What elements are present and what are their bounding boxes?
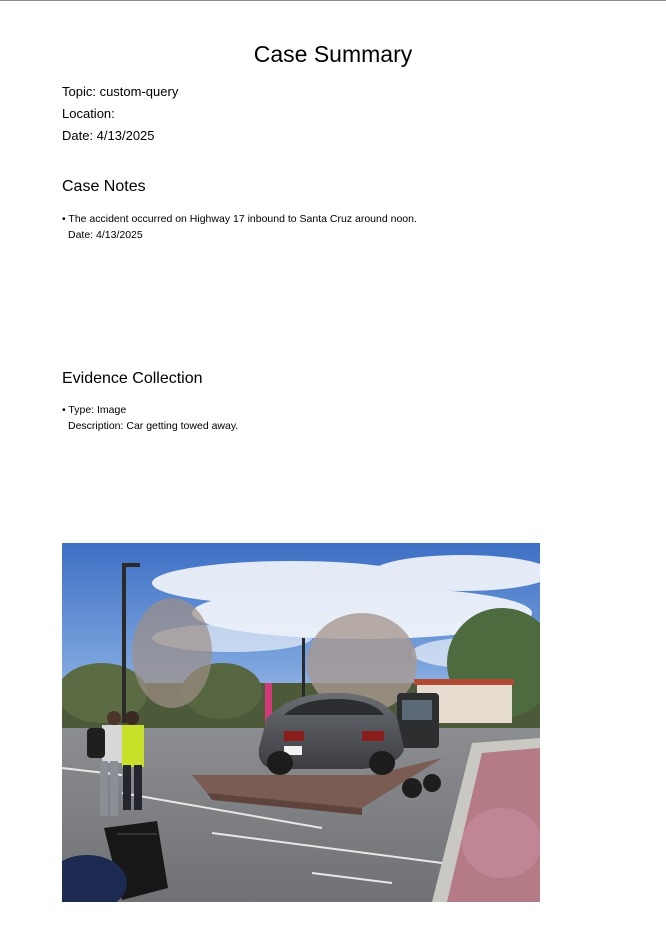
evidence-type: • Type: Image xyxy=(62,404,127,416)
evidence-heading: Evidence Collection xyxy=(62,370,203,387)
page-title: Case Summary xyxy=(253,41,413,67)
location-line: Location: xyxy=(62,106,115,121)
case-note-date: Date: 4/13/2025 xyxy=(68,229,143,241)
case-notes-heading: Case Notes xyxy=(62,178,146,195)
top-divider xyxy=(0,0,666,1)
topic-line: Topic: custom-query xyxy=(62,84,179,99)
evidence-description: Description: Car getting towed away. xyxy=(68,420,239,432)
case-note-text: • The accident occurred on Highway 17 inbound to Santa Cruz around noon. xyxy=(62,213,417,225)
evidence-photo xyxy=(62,543,540,902)
date-line: Date: 4/13/2025 xyxy=(62,128,155,143)
